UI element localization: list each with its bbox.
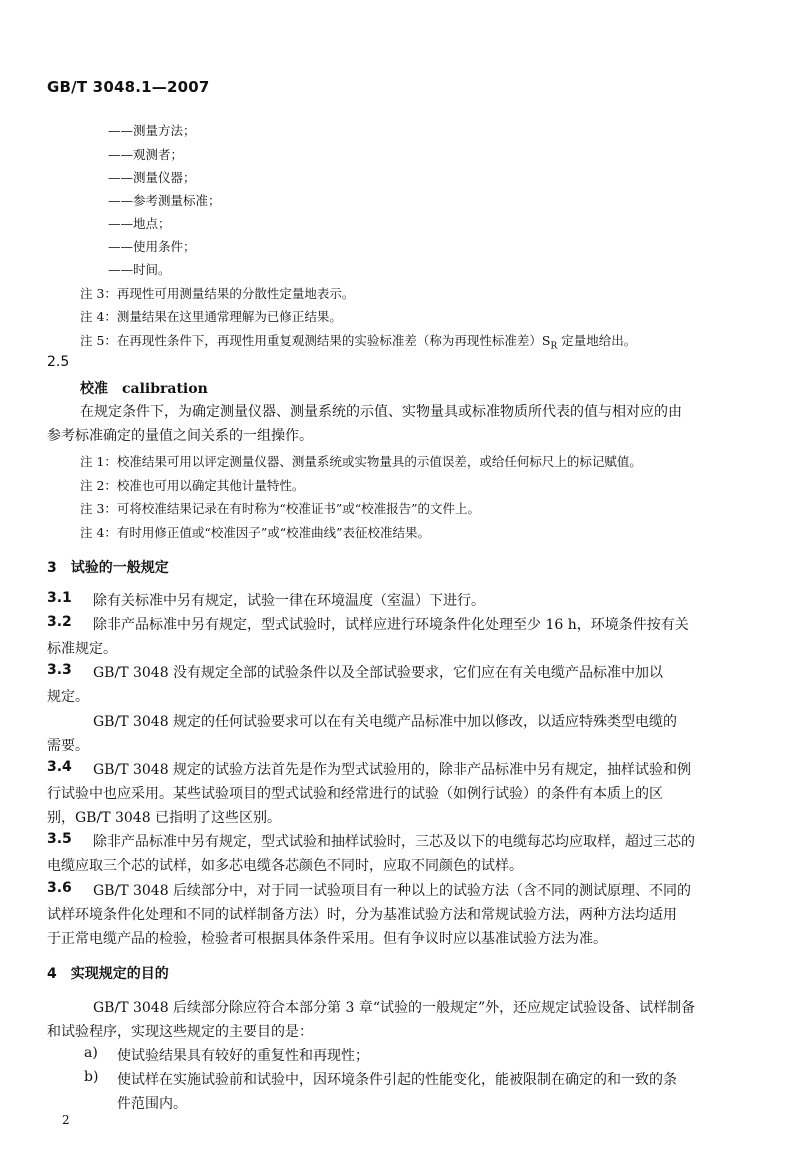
clause-number-3-5: 3.5	[47, 831, 72, 847]
clause-3-6-line-1: GB/T 3048 后续部分中，对于同一试验项目有一种以上的试验方法（含不同的测试原理、不同的	[93, 883, 692, 899]
note-3-reproducibility: 注 3：再现性可用测量结果的分散性定量地表示。	[80, 286, 355, 301]
dash-item-reference-standard: ——参考测量标准；	[108, 193, 221, 208]
clause-number-2-5: 2.5	[47, 354, 70, 370]
clause-number-3-1: 3.1	[47, 590, 72, 606]
clause-3-2-line-1: 除非产品标准中另有规定，型式试验时，试样应进行环境条件化处理至少 16 h，环境条件按有关	[93, 617, 689, 633]
dash-item-observer: ——观测者；	[108, 147, 184, 162]
item-b-line-2: 件范围内。	[117, 1096, 187, 1112]
clause-number-3-2: 3.2	[47, 614, 72, 630]
calibration-note-2: 注 2：校准也可用以确定其他计量特性。	[80, 478, 305, 493]
clause-number-3-4: 3.4	[47, 759, 72, 775]
clause-3-1-text: 除有关标准中另有规定，试验一律在环境温度（室温）下进行。	[93, 593, 485, 609]
clause-3-4-line-3: 别，GB/T 3048 已指明了这些区别。	[47, 810, 282, 826]
definition-line-1: 在规定条件下，为确定测量仪器、测量系统的示值、实物量具或标准物质所代表的值与相对应的由	[80, 404, 682, 420]
note-5-std-dev: 注 5：在再现性条件下，再现性用重复观测结果的实验标准差（称为再现性标准差）$S_R$ 定量地给出。	[80, 333, 637, 352]
item-b-label: b)	[84, 1069, 99, 1085]
section-4-intro-line-2: 和试验程序，实现这些规定的主要目的是：	[47, 1024, 313, 1040]
item-b-line-1: 使试样在实施试验前和试验中，因环境条件引起的性能变化，能被限制在确定的和一致的条	[117, 1072, 677, 1088]
definition-line-2: 参考标准确定的量值之间关系的一组操作。	[47, 428, 313, 444]
clause-3-6-line-3: 于正常电缆产品的检验，检验者可根据具体条件采用。但有争议时应以基准试验方法为准。	[47, 931, 607, 947]
clause-3-2-line-2: 标准规定。	[47, 641, 117, 657]
clause-3-5-line-1: 除非产品标准中另有规定，型式试验和抽样试验时，三芯及以下的电缆每芯均应取样，超过三芯的	[93, 834, 695, 850]
section-4-intro-line-1: GB/T 3048 后续部分除应符合本部分第 3 章“试验的一般规定”外，还应规定试验设备、试样制备	[93, 1000, 696, 1016]
clause-3-5-line-2: 电缆应取三个芯的试样，如多芯电缆各芯颜色不同时，应取不同颜色的试样。	[47, 858, 523, 874]
clause-3-4-line-2: 行试验中也应采用。某些试验项目的型式试验和经常进行的试验（如例行试验）的条件有本质上的区	[47, 786, 663, 802]
section-3-heading: 3 试验的一般规定	[47, 560, 169, 576]
calibration-note-4: 注 4：有时用修正值或“校准因子”或“校准曲线”表征校准结果。	[80, 525, 430, 540]
item-a-label: a)	[84, 1045, 98, 1061]
dash-item-time: ——时间。	[108, 262, 171, 277]
clause-3-3-line-1: GB/T 3048 没有规定全部的试验条件以及全部试验要求，它们应在有关电缆产品标准中加以	[93, 665, 664, 681]
clause-3-3b-line-1: GB/T 3048 规定的任何试验要求可以在有关电缆产品标准中加以修改，以适应特殊类型电缆的	[93, 714, 678, 730]
calibration-note-3: 注 3：可将校准结果记录在有时称为“校准证书”或“校准报告”的文件上。	[80, 501, 480, 516]
dash-item-method: ——测量方法；	[108, 123, 196, 138]
clause-3-3b-line-2: 需要。	[47, 738, 89, 754]
clause-number-3-6: 3.6	[47, 880, 72, 896]
dash-item-instrument: ——测量仪器；	[108, 170, 196, 185]
calibration-note-1: 注 1：校准结果可用以评定测量仪器、测量系统或实物量具的示值误差，或给任何标尺上的标记赋值。	[80, 454, 642, 469]
clause-3-6-line-2: 试样环境条件化处理和不同的试样制备方法）时，分为基准试验方法和常规试验方法，两种方法均适用	[47, 907, 677, 923]
term-calibration: 校准 calibration	[80, 381, 208, 397]
item-a-text: 使试验结果具有较好的重复性和再现性；	[117, 1048, 369, 1064]
clause-3-4-line-1: GB/T 3048 规定的试验方法首先是作为型式试验用的，除非产品标准中另有规定，抽样试验和例	[93, 762, 692, 778]
note-4-result: 注 4：测量结果在这里通常理解为已修正结果。	[80, 309, 342, 324]
standard-code-header: GB/T 3048.1—2007	[47, 78, 210, 96]
dash-item-conditions: ——使用条件；	[108, 239, 196, 254]
section-4-heading: 4 实现规定的目的	[47, 966, 169, 982]
dash-item-location: ——地点；	[108, 216, 171, 231]
clause-3-3-line-2: 规定。	[47, 689, 89, 705]
clause-number-3-3: 3.3	[47, 662, 72, 678]
page-number: 2	[62, 1113, 70, 1127]
